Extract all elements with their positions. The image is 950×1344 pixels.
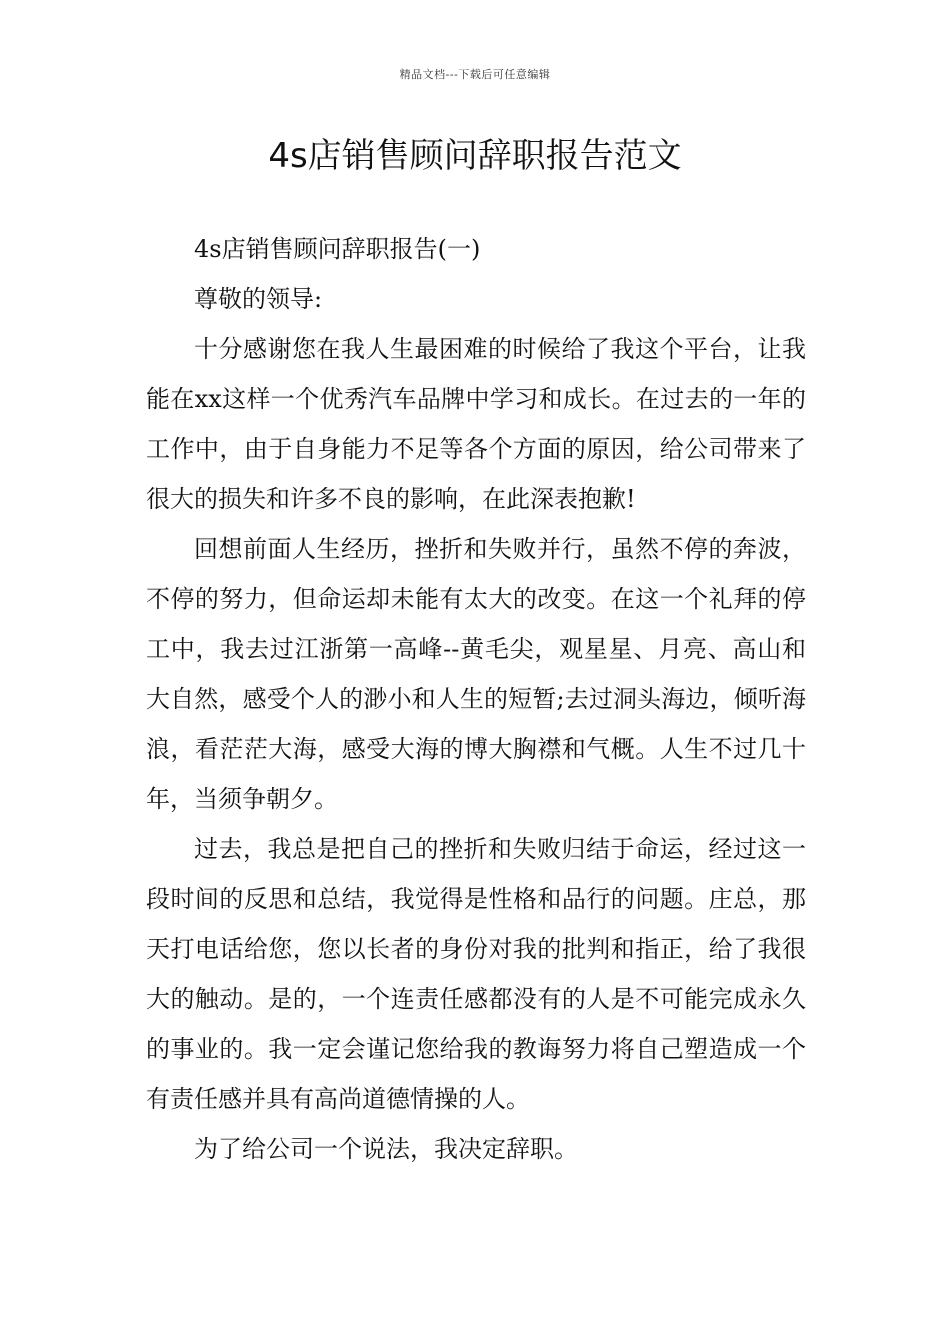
paragraph-3: 过去，我总是把自己的挫折和失败归结于命运，经过这一段时间的反思和总结，我觉得是性格和品行的问题。庄总，那天打电话给您，您以长者的身份对我的批判和指正，给了我很大的触动。是的，一个连责任感都没有的人是不可能完成永久的事业的。我一定会谨记您给我的教诲努力将自己塑造成一个有责任感并具有高尚道德情操的人。 xyxy=(146,835,806,1113)
paragraph-4: 为了给公司一个说法，我决定辞职。 xyxy=(194,1135,578,1163)
document-body xyxy=(146,224,806,1174)
paragraph-1: 十分感谢您在我人生最困难的时候给了我这个平台，让我能在xx这样一个优秀汽车品牌中学习和成长。在过去的一年的工作中，由于自身能力不足等各个方面的原因，给公司带来了很大的损失和许多不良的影响，在此深表抱歉! xyxy=(146,335,806,513)
paragraph-2: 回想前面人生经历，挫折和失败并行，虽然不停的奔波，不停的努力，但命运却未能有太大的改变。在这一个礼拜的停工中，我去过江浙第一高峰--黄毛尖，观星星、月亮、高山和大自然，感受个人的渺小和人生的短暂;去过洞头海边，倾听海浪，看茫茫大海，感受大海的博大胸襟和气概。人生不过几十年，当须争朝夕。 xyxy=(146,535,806,813)
document-title: 4s店销售顾问辞职报告范文 xyxy=(268,136,682,176)
paragraph-salutation: 尊敬的领导: xyxy=(194,285,323,313)
paragraph-subtitle: 4s店销售顾问辞职报告(一) xyxy=(194,235,481,263)
header-note: 精品文档---下载后可任意编辑 xyxy=(399,68,551,81)
